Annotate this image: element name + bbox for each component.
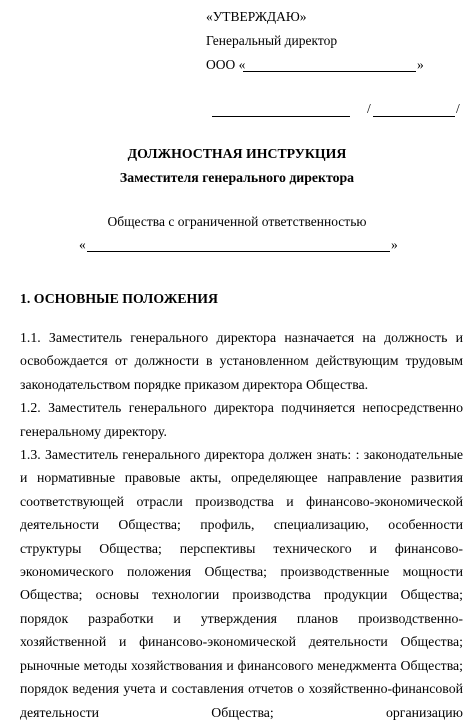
org-name-blank: [243, 71, 416, 72]
slash-right: /: [456, 101, 460, 116]
company-open-quote: «: [79, 237, 86, 252]
paragraph-1-3: 1.3. Заместитель генерального директора должен знать: : законодательные и нормативные правовые акты, определяющее направление развития соответствующей отрасли производства и финансово-экономической деятельности Общества; профиль, специализацию, особенности структуры Общества; перспективы технического и финансово-экономического положения Общества; производственные мощности Общества; основы технологии производства продукции Общества; порядок разработки и утверждения планов производственно-хозяйственной и финансово-экономической деятельности Общества; рыночные методы хозяйствования и финансового менеджмента Общества; порядок ведения учета и составления отчетов о хозяйственно-финансовой деятельности Общества; организацию: [20, 447, 463, 720]
section-heading: 1. ОСНОВНЫЕ ПОЛОЖЕНИЯ: [20, 291, 218, 306]
name-blank: [373, 116, 455, 117]
approver-position: Генеральный директор: [206, 33, 338, 48]
document-title: ДОЛЖНОСТНАЯ ИНСТРУКЦИЯ: [127, 146, 347, 161]
paragraph-1-1: 1.1. Заместитель генерального директора назначается на должность и освобождается от должности в установленном действующим трудовым законодательством порядке приказом директора Общества.: [20, 330, 463, 392]
org-suffix: »: [417, 57, 424, 72]
document-subtitle: Заместителя генерального директора: [119, 170, 355, 185]
signature-blank: [212, 116, 350, 117]
slash-left: /: [367, 101, 371, 116]
section-body: [20, 326, 463, 724]
company-form: Общества с ограниченной ответственностью: [107, 214, 367, 229]
company-name-blank: [87, 251, 390, 252]
approval-stamp: «УТВЕРЖДАЮ»: [206, 9, 307, 24]
org-prefix: ООО «: [206, 57, 246, 72]
paragraph-1-2: 1.2. Заместитель генерального директора подчиняется непосредственно генеральному директору.: [20, 400, 463, 439]
company-close-quote: »: [391, 237, 398, 252]
